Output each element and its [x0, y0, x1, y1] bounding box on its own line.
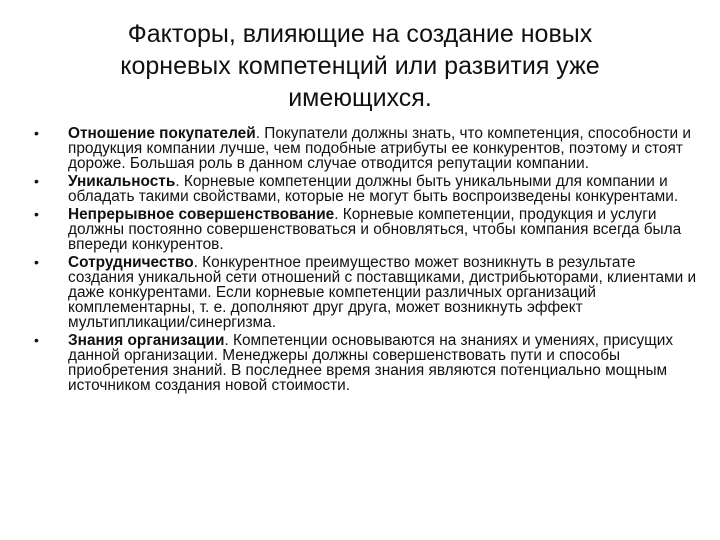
- bullet-icon: •: [34, 173, 39, 189]
- bullet-item: [34, 174, 702, 204]
- title-line: Факторы, влияющие на создание новых: [127, 20, 593, 48]
- bullet-text: . Корневые компетенции должны быть уникальными для компании и обладать такими свойствами, которые не могут быть воспроизведены конкурентами.: [68, 173, 679, 205]
- bullet-text: . Конкурентное преимущество может возникнуть в результате создания уникальной сети отношений с поставщиками, дистрибьюторами, клиентами и даже конкурентами. Если корневые компетенции различных организаций комплементарны, т. е. дополняют друг друга, может возникнуть эффект мультипликации/синергизма.: [68, 254, 697, 331]
- bullet-item: [34, 126, 702, 171]
- title-line: имеющихся.: [288, 84, 432, 112]
- bullet-term: Непрерывное совершенствование: [68, 206, 335, 223]
- title-line: корневых компетенций или развития уже: [120, 52, 600, 80]
- bullet-icon: •: [34, 206, 39, 222]
- bullet-text: . Компетенции основываются на знаниях и умениях, присущих данной организации. Менеджеры должны совершенствовать пути и способы приобретения знаний. В последнее время знания являются потенциально мощным источником создания новой стоимости.: [68, 332, 674, 394]
- bullet-list: [34, 126, 702, 396]
- bullet-term: Знания организации: [68, 332, 225, 349]
- bullet-term: Уникальность: [68, 173, 176, 190]
- bullet-term: Отношение покупателей: [68, 125, 256, 142]
- bullet-item: [34, 255, 702, 330]
- bullet-item: [34, 333, 702, 393]
- slide-title: [60, 18, 660, 114]
- bullet-text: . Корневые компетенции, продукция и услуги должны постоянно совершенствоваться и обновляться, чтобы компания всегда была впереди конкурентов.: [68, 206, 682, 253]
- bullet-icon: •: [34, 125, 39, 141]
- bullet-term: Сотрудничество: [68, 254, 194, 271]
- bullet-text: . Покупатели должны знать, что компетенция, способности и продукция компании лучше, чем подобные атрибуты ее конкурентов, поэтому и стоят дороже. Большая роль в данном случае отводится репутации компании.: [68, 125, 692, 172]
- bullet-icon: •: [34, 332, 39, 348]
- bullet-icon: •: [34, 254, 39, 270]
- bullet-item: [34, 207, 702, 252]
